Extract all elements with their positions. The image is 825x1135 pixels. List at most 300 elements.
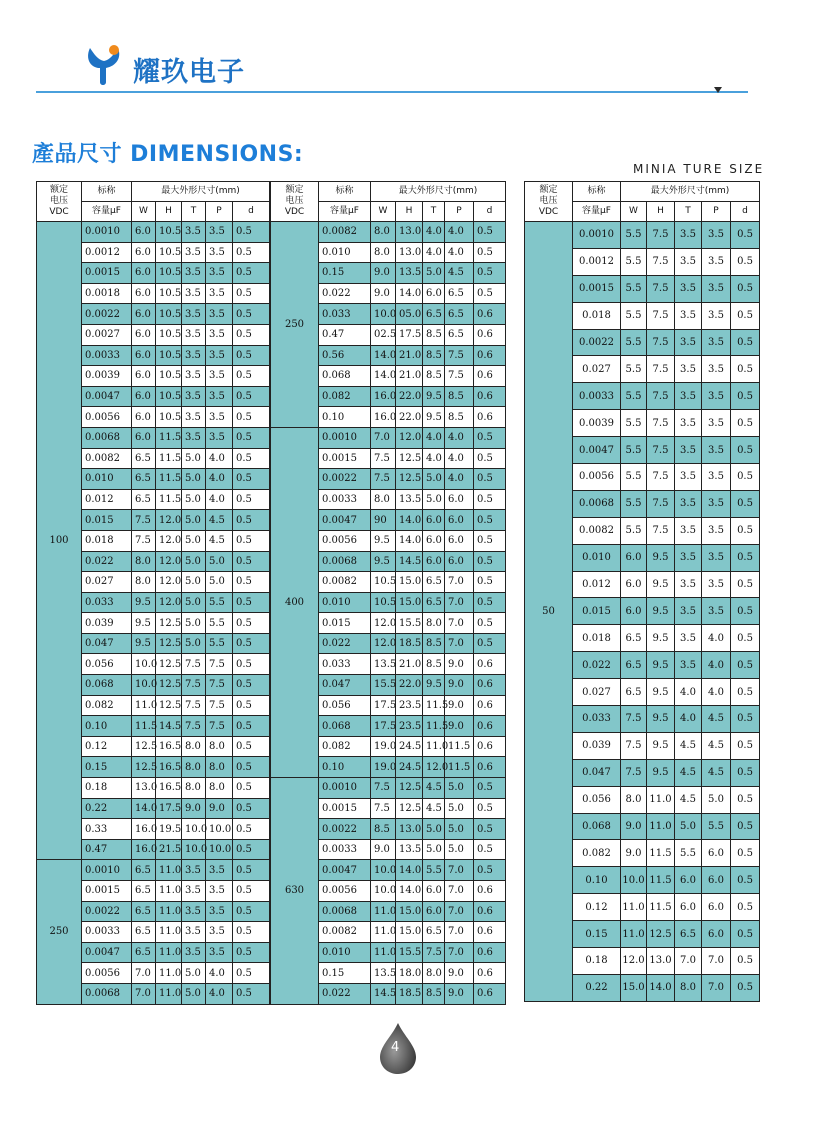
dimension-cell: 12.0 bbox=[156, 592, 182, 613]
dimension-cell: 0.5 bbox=[731, 544, 760, 571]
dimension-cell: 02.5 bbox=[371, 324, 396, 345]
capacitance-cell: 0.0022 bbox=[319, 819, 371, 840]
dimension-cell: 0.5 bbox=[233, 922, 270, 943]
table-row bbox=[271, 427, 506, 448]
dimension-cell: 14.0 bbox=[396, 283, 423, 304]
capacitance-cell: 0.027 bbox=[573, 356, 621, 383]
dimension-cell: 3.5 bbox=[702, 356, 731, 383]
dimension-cell: 6.0 bbox=[675, 867, 702, 894]
dimension-cell: 0.5 bbox=[731, 786, 760, 813]
dimension-cell: 22.0 bbox=[396, 386, 423, 407]
dimension-cell: 7.5 bbox=[621, 759, 647, 786]
dimension-cell: 0.5 bbox=[233, 324, 270, 345]
dimension-cell: 4.0 bbox=[702, 679, 731, 706]
dimension-cell: 12.5 bbox=[156, 675, 182, 696]
dimension-cell: 0.5 bbox=[233, 839, 270, 860]
dimension-cell: 0.5 bbox=[731, 275, 760, 302]
dimension-cell: 10.0 bbox=[371, 860, 396, 881]
dimension-cell: 0.5 bbox=[233, 263, 270, 284]
dimension-cell: 0.5 bbox=[474, 263, 506, 284]
dimension-cell: 5.5 bbox=[621, 410, 647, 437]
dimension-cell: 3.5 bbox=[182, 860, 206, 881]
dimension-cell: 10.0 bbox=[206, 819, 233, 840]
dimension-cell: 3.5 bbox=[702, 248, 731, 275]
capacitance-cell: 0.012 bbox=[573, 571, 621, 598]
dimension-cell: 3.5 bbox=[702, 437, 731, 464]
capacitance-cell: 0.0068 bbox=[82, 983, 132, 1004]
dimension-cell: 7.5 bbox=[647, 437, 675, 464]
capacitance-cell: 0.0082 bbox=[319, 922, 371, 943]
capacitance-cell: 0.10 bbox=[82, 716, 132, 737]
voltage-cell: 630 bbox=[271, 778, 319, 1005]
dimension-cell: 0.6 bbox=[474, 324, 506, 345]
dimension-cell: 9.5 bbox=[647, 571, 675, 598]
dimension-cell: 3.5 bbox=[702, 490, 731, 517]
dimension-cell: 4.0 bbox=[423, 222, 445, 243]
dimension-cell: 16.5 bbox=[156, 778, 182, 799]
dimension-cell: 0.5 bbox=[233, 551, 270, 572]
dimension-cell: 4.0 bbox=[423, 242, 445, 263]
dimension-cell: 0.5 bbox=[233, 613, 270, 634]
dimension-cell: 22.0 bbox=[396, 407, 423, 428]
dimension-cell: 0.5 bbox=[731, 974, 760, 1001]
dimension-cell: 9.0 bbox=[621, 840, 647, 867]
dimension-cell: 0.5 bbox=[731, 867, 760, 894]
dimension-cell: 7.0 bbox=[132, 983, 156, 1004]
dimension-cell: 0.5 bbox=[233, 530, 270, 551]
dimension-cell: 0.5 bbox=[731, 706, 760, 733]
dimension-cell: 4.0 bbox=[423, 448, 445, 469]
dimension-cell: 0.5 bbox=[474, 778, 506, 799]
capacitance-cell: 0.0082 bbox=[319, 222, 371, 243]
dimension-cell: 3.5 bbox=[206, 324, 233, 345]
dimension-cell: 6.5 bbox=[423, 592, 445, 613]
dimension-cell: 9.0 bbox=[182, 798, 206, 819]
dimension-cell: 6.0 bbox=[132, 283, 156, 304]
header-col-d: d bbox=[731, 202, 760, 222]
voltage-cell: 50 bbox=[525, 222, 573, 1002]
dimension-cell: 0.5 bbox=[731, 598, 760, 625]
dimension-cell: 3.5 bbox=[182, 324, 206, 345]
capacitance-cell: 0.0056 bbox=[319, 530, 371, 551]
voltage-cell: 250 bbox=[271, 222, 319, 428]
dimension-cell: 4.5 bbox=[206, 530, 233, 551]
dimension-cell: 8.5 bbox=[423, 345, 445, 366]
dimension-cell: 0.5 bbox=[731, 840, 760, 867]
dimension-cell: 11.0 bbox=[647, 786, 675, 813]
dimension-cell: 11.5 bbox=[647, 894, 675, 921]
dimension-cell: 0.5 bbox=[233, 881, 270, 902]
dimension-cell: 9.0 bbox=[445, 654, 474, 675]
dimension-cell: 6.5 bbox=[132, 901, 156, 922]
dimension-cell: 16.5 bbox=[156, 757, 182, 778]
dimension-cell: 11.0 bbox=[371, 922, 396, 943]
dimension-cell: 0.5 bbox=[731, 652, 760, 679]
dimension-cell: 0.6 bbox=[474, 757, 506, 778]
capacitance-cell: 0.12 bbox=[573, 894, 621, 921]
dimension-cell: 4.0 bbox=[206, 489, 233, 510]
capacitance-cell: 0.022 bbox=[319, 283, 371, 304]
capacitance-cell: 0.15 bbox=[319, 263, 371, 284]
dimension-cell: 12.5 bbox=[132, 736, 156, 757]
dimension-cell: 4.0 bbox=[675, 706, 702, 733]
dimension-cell: 24.5 bbox=[396, 736, 423, 757]
capacitance-cell: 0.0015 bbox=[82, 263, 132, 284]
dimension-cell: 11.0 bbox=[156, 922, 182, 943]
dimension-cell: 5.5 bbox=[621, 490, 647, 517]
dimension-cell: 4.0 bbox=[445, 448, 474, 469]
dimension-cell: 3.5 bbox=[206, 283, 233, 304]
dimension-cell: 7.5 bbox=[371, 469, 396, 490]
dimension-cell: 12.5 bbox=[396, 469, 423, 490]
dimension-cell: 8.5 bbox=[423, 633, 445, 654]
capacitance-cell: 0.10 bbox=[573, 867, 621, 894]
dimension-cell: 7.5 bbox=[647, 410, 675, 437]
dimension-cell: 0.5 bbox=[474, 819, 506, 840]
dimension-cell: 3.5 bbox=[702, 383, 731, 410]
dimension-cell: 0.5 bbox=[731, 383, 760, 410]
dimension-cell: 15.0 bbox=[396, 572, 423, 593]
header-voltage: 额定 电压 VDC bbox=[271, 182, 319, 222]
dimension-cell: 3.5 bbox=[182, 901, 206, 922]
dimension-cell: 7.0 bbox=[445, 860, 474, 881]
dimension-cell: 3.5 bbox=[675, 248, 702, 275]
capacitance-cell: 0.10 bbox=[319, 407, 371, 428]
dimension-cell: 3.5 bbox=[675, 490, 702, 517]
dimension-cell: 11.0 bbox=[371, 942, 396, 963]
dimension-cell: 4.5 bbox=[445, 263, 474, 284]
dimension-cell: 0.5 bbox=[233, 592, 270, 613]
dimension-cell: 4.0 bbox=[702, 652, 731, 679]
dimension-cell: 9.5 bbox=[371, 530, 396, 551]
dimension-cell: 0.5 bbox=[233, 489, 270, 510]
dimension-cell: 10.5 bbox=[156, 345, 182, 366]
dimension-cell: 12.0 bbox=[371, 633, 396, 654]
dimension-cell: 3.5 bbox=[702, 544, 731, 571]
dimension-cell: 5.0 bbox=[702, 786, 731, 813]
capacitance-cell: 0.033 bbox=[319, 654, 371, 675]
capacitance-cell: 0.027 bbox=[573, 679, 621, 706]
dimension-cell: 9.5 bbox=[647, 625, 675, 652]
dimensions-table-3 bbox=[524, 181, 760, 1002]
dimension-cell: 9.5 bbox=[371, 551, 396, 572]
dimension-cell: 6.5 bbox=[132, 860, 156, 881]
header-nominal: 标称 bbox=[573, 182, 621, 202]
dimension-cell: 5.0 bbox=[445, 798, 474, 819]
dimension-cell: 0.6 bbox=[474, 366, 506, 387]
dimension-cell: 8.0 bbox=[182, 778, 206, 799]
dimension-cell: 8.5 bbox=[445, 386, 474, 407]
capacitance-cell: 0.010 bbox=[319, 242, 371, 263]
dimension-cell: 6.5 bbox=[423, 572, 445, 593]
dimension-cell: 15.5 bbox=[396, 613, 423, 634]
dimension-cell: 0.5 bbox=[233, 716, 270, 737]
header-col-h: H bbox=[396, 202, 423, 222]
dimension-cell: 4.5 bbox=[206, 510, 233, 531]
dimension-cell: 7.5 bbox=[445, 345, 474, 366]
capacitance-cell: 0.068 bbox=[319, 716, 371, 737]
dimension-cell: 17.5 bbox=[371, 716, 396, 737]
dimension-cell: 0.5 bbox=[233, 819, 270, 840]
capacitance-cell: 0.068 bbox=[573, 813, 621, 840]
capacitance-cell: 0.0068 bbox=[82, 427, 132, 448]
capacitance-cell: 0.0056 bbox=[319, 881, 371, 902]
dimension-cell: 0.6 bbox=[474, 983, 506, 1004]
dimension-cell: 5.0 bbox=[445, 839, 474, 860]
dimension-cell: 0.5 bbox=[731, 813, 760, 840]
dimension-cell: 11.0 bbox=[371, 901, 396, 922]
dimension-cell: 6.5 bbox=[132, 942, 156, 963]
dimension-cell: 13.0 bbox=[132, 778, 156, 799]
capacitance-cell: 0.022 bbox=[319, 633, 371, 654]
capacitance-cell: 0.0056 bbox=[82, 963, 132, 984]
dimension-cell: 3.5 bbox=[675, 383, 702, 410]
dimension-cell: 0.5 bbox=[233, 427, 270, 448]
dimension-cell: 17.5 bbox=[396, 324, 423, 345]
dimension-cell: 8.0 bbox=[675, 974, 702, 1001]
dimension-cell: 0.5 bbox=[731, 679, 760, 706]
capacitance-cell: 0.0015 bbox=[573, 275, 621, 302]
dimension-cell: 0.6 bbox=[474, 942, 506, 963]
dimension-cell: 12.0 bbox=[156, 572, 182, 593]
dimension-cell: 14.5 bbox=[396, 551, 423, 572]
capacitance-cell: 0.18 bbox=[573, 948, 621, 975]
dimension-cell: 21.5 bbox=[156, 839, 182, 860]
dimension-cell: 5.0 bbox=[423, 469, 445, 490]
dimension-cell: 3.5 bbox=[182, 242, 206, 263]
dimension-cell: 5.5 bbox=[621, 437, 647, 464]
dimension-cell: 3.5 bbox=[206, 922, 233, 943]
dimension-cell: 7.5 bbox=[206, 675, 233, 696]
dimension-cell: 0.5 bbox=[233, 901, 270, 922]
dimension-cell: 9.0 bbox=[445, 716, 474, 737]
dimension-cell: 5.0 bbox=[445, 819, 474, 840]
dimension-cell: 0.5 bbox=[233, 654, 270, 675]
dimension-cell: 13.5 bbox=[396, 489, 423, 510]
dimension-cell: 7.5 bbox=[132, 530, 156, 551]
dimension-cell: 7.5 bbox=[182, 654, 206, 675]
dimension-cell: 7.5 bbox=[206, 695, 233, 716]
dimension-cell: 0.5 bbox=[474, 572, 506, 593]
capacitance-cell: 0.0022 bbox=[82, 901, 132, 922]
dimension-cell: 9.0 bbox=[371, 839, 396, 860]
capacitance-cell: 0.027 bbox=[82, 572, 132, 593]
dimension-cell: 5.5 bbox=[621, 383, 647, 410]
dimension-cell: 9.0 bbox=[445, 675, 474, 696]
dimension-cell: 6.0 bbox=[621, 544, 647, 571]
dimension-cell: 90 bbox=[371, 510, 396, 531]
capacitance-cell: 0.33 bbox=[82, 819, 132, 840]
dimension-cell: 3.5 bbox=[702, 329, 731, 356]
dimension-cell: 12.5 bbox=[132, 757, 156, 778]
dimension-cell: 11.5 bbox=[156, 489, 182, 510]
capacitance-cell: 0.0047 bbox=[319, 860, 371, 881]
dimension-cell: 5.5 bbox=[702, 813, 731, 840]
header-max-size: 最大外形尺寸(mm) bbox=[621, 182, 760, 202]
dimension-cell: 7.0 bbox=[445, 592, 474, 613]
dimension-cell: 10.5 bbox=[371, 572, 396, 593]
dimension-cell: 12.0 bbox=[396, 427, 423, 448]
dimension-cell: 5.5 bbox=[621, 517, 647, 544]
dimension-cell: 3.5 bbox=[702, 410, 731, 437]
dimension-cell: 5.0 bbox=[182, 983, 206, 1004]
dimension-cell: 22.0 bbox=[396, 675, 423, 696]
dimension-cell: 5.0 bbox=[182, 592, 206, 613]
dimension-cell: 0.5 bbox=[731, 732, 760, 759]
dimension-cell: 0.5 bbox=[233, 407, 270, 428]
dimension-cell: 4.5 bbox=[675, 786, 702, 813]
dimension-cell: 0.5 bbox=[731, 410, 760, 437]
dimension-cell: 6.5 bbox=[132, 489, 156, 510]
dimension-cell: 6.0 bbox=[132, 263, 156, 284]
dimension-cell: 4.0 bbox=[445, 427, 474, 448]
dimension-cell: 6.0 bbox=[423, 510, 445, 531]
dimension-cell: 0.6 bbox=[474, 695, 506, 716]
capacitance-cell: 0.0033 bbox=[319, 839, 371, 860]
dimension-cell: 12.5 bbox=[156, 613, 182, 634]
dimension-cell: 9.0 bbox=[206, 798, 233, 819]
dimension-cell: 17.5 bbox=[156, 798, 182, 819]
dimension-cell: 6.0 bbox=[423, 881, 445, 902]
dimension-cell: 5.0 bbox=[206, 551, 233, 572]
brand-name: 耀玖电子 bbox=[133, 57, 245, 88]
dimension-cell: 3.5 bbox=[206, 222, 233, 243]
dimension-cell: 6.5 bbox=[423, 304, 445, 325]
dimension-cell: 6.0 bbox=[132, 242, 156, 263]
capacitance-cell: 0.082 bbox=[319, 386, 371, 407]
dimension-cell: 3.5 bbox=[675, 329, 702, 356]
dimension-cell: 6.0 bbox=[445, 551, 474, 572]
dimension-cell: 9.5 bbox=[423, 386, 445, 407]
dimension-cell: 6.0 bbox=[132, 427, 156, 448]
dimension-cell: 5.0 bbox=[182, 448, 206, 469]
voltage-cell: 100 bbox=[37, 222, 82, 860]
dimension-cell: 3.5 bbox=[206, 427, 233, 448]
capacitance-cell: 0.0012 bbox=[82, 242, 132, 263]
capacitance-cell: 0.0068 bbox=[319, 551, 371, 572]
dimension-cell: 0.5 bbox=[474, 242, 506, 263]
company-logo bbox=[84, 44, 124, 88]
dimension-cell: 7.5 bbox=[647, 302, 675, 329]
dimension-cell: 6.5 bbox=[132, 922, 156, 943]
dimension-cell: 0.6 bbox=[474, 386, 506, 407]
dimension-cell: 9.0 bbox=[445, 963, 474, 984]
capacitance-cell: 0.0033 bbox=[319, 489, 371, 510]
dimension-cell: 7.0 bbox=[445, 922, 474, 943]
capacitance-cell: 0.047 bbox=[319, 675, 371, 696]
dimension-cell: 0.6 bbox=[474, 963, 506, 984]
dimension-cell: 7.5 bbox=[647, 248, 675, 275]
dimension-cell: 5.0 bbox=[182, 510, 206, 531]
voltage-cell: 400 bbox=[271, 427, 319, 777]
dimension-cell: 17.5 bbox=[371, 695, 396, 716]
dimension-cell: 0.5 bbox=[731, 490, 760, 517]
dimension-cell: 14.0 bbox=[396, 860, 423, 881]
dimension-cell: 11.0 bbox=[156, 860, 182, 881]
dimension-cell: 7.5 bbox=[423, 942, 445, 963]
dimension-cell: 14.0 bbox=[371, 366, 396, 387]
dimension-cell: 7.5 bbox=[182, 695, 206, 716]
dimension-cell: 10.5 bbox=[156, 263, 182, 284]
dimension-cell: 0.5 bbox=[233, 242, 270, 263]
dimension-cell: 13.0 bbox=[396, 222, 423, 243]
dimension-cell: 0.5 bbox=[474, 613, 506, 634]
dimension-cell: 0.6 bbox=[474, 881, 506, 902]
dimension-cell: 8.0 bbox=[132, 551, 156, 572]
dimension-cell: 0.5 bbox=[731, 437, 760, 464]
dimension-cell: 6.0 bbox=[423, 901, 445, 922]
capacitance-cell: 0.022 bbox=[573, 652, 621, 679]
dimension-cell: 10.0 bbox=[206, 839, 233, 860]
capacitance-cell: 0.0015 bbox=[319, 448, 371, 469]
dimension-cell: 10.5 bbox=[156, 386, 182, 407]
dimension-cell: 8.0 bbox=[621, 786, 647, 813]
dimension-cell: 0.5 bbox=[233, 304, 270, 325]
dimension-cell: 6.0 bbox=[445, 510, 474, 531]
dimension-cell: 16.0 bbox=[371, 407, 396, 428]
capacitance-cell: 0.015 bbox=[573, 598, 621, 625]
dimension-cell: 21.0 bbox=[396, 345, 423, 366]
capacitance-cell: 0.47 bbox=[82, 839, 132, 860]
dimension-cell: 8.5 bbox=[423, 983, 445, 1004]
dimension-cell: 0.5 bbox=[731, 571, 760, 598]
dimension-cell: 5.0 bbox=[182, 489, 206, 510]
header-col-d: d bbox=[233, 202, 270, 222]
dimension-cell: 14.0 bbox=[132, 798, 156, 819]
capacitance-cell: 0.056 bbox=[573, 786, 621, 813]
dimension-cell: 3.5 bbox=[675, 517, 702, 544]
dimension-cell: 3.5 bbox=[206, 304, 233, 325]
dimension-cell: 4.0 bbox=[206, 983, 233, 1004]
dimension-cell: 6.5 bbox=[621, 679, 647, 706]
dimension-cell: 18.5 bbox=[396, 983, 423, 1004]
dimension-cell: 0.6 bbox=[474, 304, 506, 325]
dimension-cell: 5.5 bbox=[621, 302, 647, 329]
dimension-cell: 10.0 bbox=[371, 304, 396, 325]
dimension-cell: 4.5 bbox=[423, 798, 445, 819]
dimension-cell: 4.0 bbox=[206, 963, 233, 984]
dimension-cell: 10.0 bbox=[621, 867, 647, 894]
capacitance-cell: 0.0018 bbox=[82, 283, 132, 304]
dimension-cell: 9.5 bbox=[647, 732, 675, 759]
header-max-size: 最大外形尺寸(mm) bbox=[371, 182, 506, 202]
page-number: 4 bbox=[391, 1040, 400, 1055]
dimension-cell: 8.0 bbox=[423, 613, 445, 634]
dimension-cell: 3.5 bbox=[182, 386, 206, 407]
dimension-cell: 11.5 bbox=[132, 716, 156, 737]
section-title: 產品尺寸 DIMENSIONS: bbox=[32, 142, 304, 167]
dimension-cell: 0.5 bbox=[474, 839, 506, 860]
dimension-cell: 3.5 bbox=[206, 345, 233, 366]
dimension-cell: 4.0 bbox=[206, 448, 233, 469]
dimension-cell: 4.0 bbox=[445, 469, 474, 490]
dimension-cell: 6.0 bbox=[132, 366, 156, 387]
capacitance-cell: 0.0082 bbox=[319, 572, 371, 593]
dimension-cell: 3.5 bbox=[182, 222, 206, 243]
dimension-cell: 0.5 bbox=[233, 222, 270, 243]
dimension-cell: 3.5 bbox=[675, 410, 702, 437]
dimension-cell: 15.0 bbox=[396, 901, 423, 922]
dimension-cell: 5.5 bbox=[621, 275, 647, 302]
dimension-cell: 4.0 bbox=[445, 222, 474, 243]
header-col-p: P bbox=[702, 202, 731, 222]
dimension-cell: 6.0 bbox=[132, 345, 156, 366]
capacitance-cell: 0.033 bbox=[573, 706, 621, 733]
voltage-cell: 250 bbox=[37, 860, 82, 1004]
dimension-cell: 3.5 bbox=[206, 881, 233, 902]
dimension-cell: 7.0 bbox=[445, 633, 474, 654]
dimension-cell: 3.5 bbox=[206, 386, 233, 407]
